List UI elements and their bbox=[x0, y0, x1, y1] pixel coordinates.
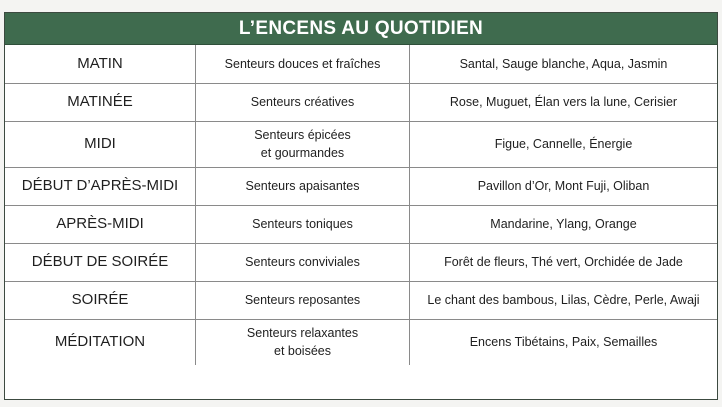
senteurs-line: Senteurs reposantes bbox=[244, 293, 361, 307]
table-row bbox=[5, 83, 717, 121]
schedule-table bbox=[5, 45, 717, 365]
senteurs-line: Senteurs épicées bbox=[254, 128, 351, 142]
moment-cell: MATINÉE bbox=[5, 83, 196, 121]
moment-cell: APRÈS-MIDI bbox=[5, 205, 196, 243]
table-row bbox=[5, 121, 717, 167]
moment-cell: DÉBUT D’APRÈS-MIDI bbox=[5, 167, 196, 205]
table-row bbox=[5, 243, 717, 281]
senteurs-cell bbox=[196, 319, 410, 365]
incense-table bbox=[4, 12, 718, 400]
encens-cell: Mandarine, Ylang, Orange bbox=[410, 205, 718, 243]
senteurs-cell bbox=[196, 167, 410, 205]
table-title: L’ENCENS AU QUOTIDIEN bbox=[5, 13, 717, 45]
encens-cell: Figue, Cannelle, Énergie bbox=[410, 121, 718, 167]
senteurs-cell bbox=[196, 281, 410, 319]
senteurs-line: Senteurs douces et fraîches bbox=[224, 56, 381, 71]
senteurs-line: et gourmandes bbox=[260, 146, 345, 160]
senteurs-cell bbox=[196, 83, 410, 121]
senteurs-cell bbox=[196, 243, 410, 281]
senteurs-line: Senteurs toniques bbox=[252, 217, 353, 231]
encens-cell: Encens Tibétains, Paix, Semailles bbox=[469, 335, 658, 350]
table-row bbox=[5, 281, 717, 319]
table-row bbox=[5, 45, 717, 83]
moment-cell: MIDI bbox=[5, 121, 196, 167]
moment-cell: DÉBUT DE SOIRÉE bbox=[5, 243, 196, 281]
encens-cell: Le chant des bambous, Lilas, Cèdre, Perle, Awaji bbox=[410, 281, 718, 319]
moment-cell: SOIRÉE bbox=[5, 281, 196, 319]
senteurs-line: Senteurs conviviales bbox=[245, 255, 360, 269]
senteurs-line: Senteurs relaxantes bbox=[246, 326, 359, 341]
encens-cell: Pavillon d’Or, Mont Fuji, Oliban bbox=[410, 167, 718, 205]
moment-cell: MÉDITATION bbox=[5, 319, 196, 365]
table-row bbox=[5, 319, 717, 365]
senteurs-line: Senteurs créatives bbox=[250, 95, 355, 109]
senteurs-cell bbox=[196, 205, 410, 243]
encens-cell: Rose, Muguet, Élan vers la lune, Cerisier bbox=[410, 83, 718, 121]
table-row bbox=[5, 167, 717, 205]
encens-cell: Santal, Sauge blanche, Aqua, Jasmin bbox=[410, 45, 718, 83]
moment-cell: MATIN bbox=[5, 45, 196, 83]
senteurs-line: Senteurs apaisantes bbox=[245, 179, 360, 193]
senteurs-cell bbox=[196, 45, 410, 83]
table-row bbox=[5, 205, 717, 243]
senteurs-line: et boisées bbox=[274, 344, 331, 359]
encens-cell: Forêt de fleurs, Thé vert, Orchidée de Jade bbox=[410, 243, 718, 281]
senteurs-cell bbox=[196, 121, 410, 167]
